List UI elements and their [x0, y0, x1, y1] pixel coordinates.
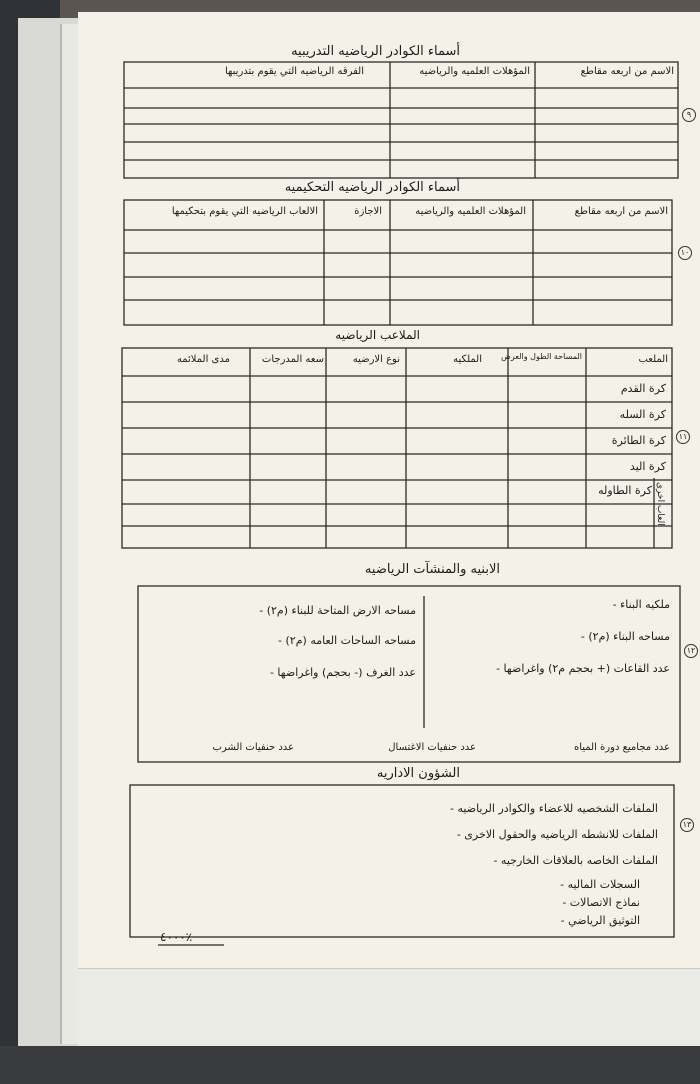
section-12-number: ١٢	[684, 644, 698, 658]
section-12-drinking-taps: عدد حنفيات الشرب	[212, 742, 294, 753]
section-9-header-qualifications: المؤهلات العلميه والرياضيه	[419, 66, 530, 77]
section-11-title: الملاعب الرياضيه	[335, 328, 420, 342]
section-12-land-area: مساحه الارض المتاحة للبناء (م٢) -	[259, 604, 416, 617]
section-13-personal-files: الملفات الشخصيه للاعضاء والكوادر الرياضيه -	[450, 802, 658, 815]
section-11-row-basketball: كرة السله	[619, 408, 666, 421]
section-12-building-ownership: ملكيه البناء -	[612, 598, 670, 611]
section-10-header-license: الاجازة	[354, 206, 382, 217]
section-10-header-name: الاسم من اربعه مقاطع	[574, 206, 668, 217]
section-11-side-label: العاب اخرى	[655, 482, 665, 526]
section-9-header-team: الفرقه الرياضيه التي يقوم بتدريبها	[224, 66, 364, 77]
section-12-toilets: عدد مجاميع دورة المياه	[573, 742, 670, 753]
section-12-title: الابنيه والمنشآت الرياضيه	[364, 562, 500, 577]
section-12-yards-area: مساحه الساحات العامه (م٢) -	[278, 634, 416, 647]
section-9-title: أسماء الكوادر الرياضيه التدريبيه	[291, 44, 460, 59]
section-13-external-files: الملفات الخاصه بالعلاقات الخارجيه -	[493, 854, 658, 867]
section-12-rooms: عدد الغرف (- بحجم) واغراضها -	[269, 666, 416, 679]
section-11-header-stands: سعه المدرجات	[261, 354, 324, 365]
section-10-number: ١٠	[678, 246, 692, 260]
section-11-header-field: الملعب	[638, 354, 668, 365]
section-11-header-area: المساحة الطول والعرض	[501, 352, 582, 361]
section-10-title: أسماء الكوادر الرياضيه التحكيميه	[284, 180, 460, 195]
section-11-row-table-tennis: كرة الطاوله	[598, 484, 652, 497]
section-12-building-area: مساحه البناء (م٢) -	[580, 630, 670, 643]
section-11-header-suitability: مدى الملائمه	[176, 354, 230, 365]
section-11-number: ١١	[676, 430, 690, 444]
footer-percent: ٪٤٠٠٠	[160, 930, 193, 944]
section-12-wash-taps: عدد حنفيات الاغتسال	[388, 742, 476, 753]
section-11-row-volleyball: كرة الطائرة	[611, 434, 666, 447]
section-11-header-ownership: الملكيه	[453, 354, 482, 365]
section-13-activity-files: الملفات للانشطه الرياضيه والحقول الاخرى -	[456, 828, 658, 841]
section-10-header-games: الالعاب الرياضيه التي يقوم بتحكيمها	[171, 206, 318, 217]
section-11-row-handball: كرة اليد	[629, 460, 666, 473]
section-9-header-name: الاسم من اربعه مقاطع	[580, 66, 674, 77]
section-11-header-ground: نوع الارضيه	[352, 354, 400, 365]
section-13-financial-records: السجلات الماليه -	[560, 878, 640, 891]
section-13-number: ١٣	[680, 818, 694, 832]
section-9-number: ٩	[682, 108, 696, 122]
section-13-communication-forms: نماذج الاتصالات -	[562, 896, 640, 909]
section-12-halls: عدد القاعات (+ بحجم م٢) واغراضها -	[496, 662, 670, 675]
section-10-header-qualifications: المؤهلات العلميه والرياضيه	[415, 206, 526, 217]
section-13-sports-documentation: التوثيق الرياضي -	[560, 914, 640, 927]
section-13-title: الشؤون الاداريه	[376, 766, 460, 781]
section-11-row-football: كرة القدم	[620, 382, 666, 395]
